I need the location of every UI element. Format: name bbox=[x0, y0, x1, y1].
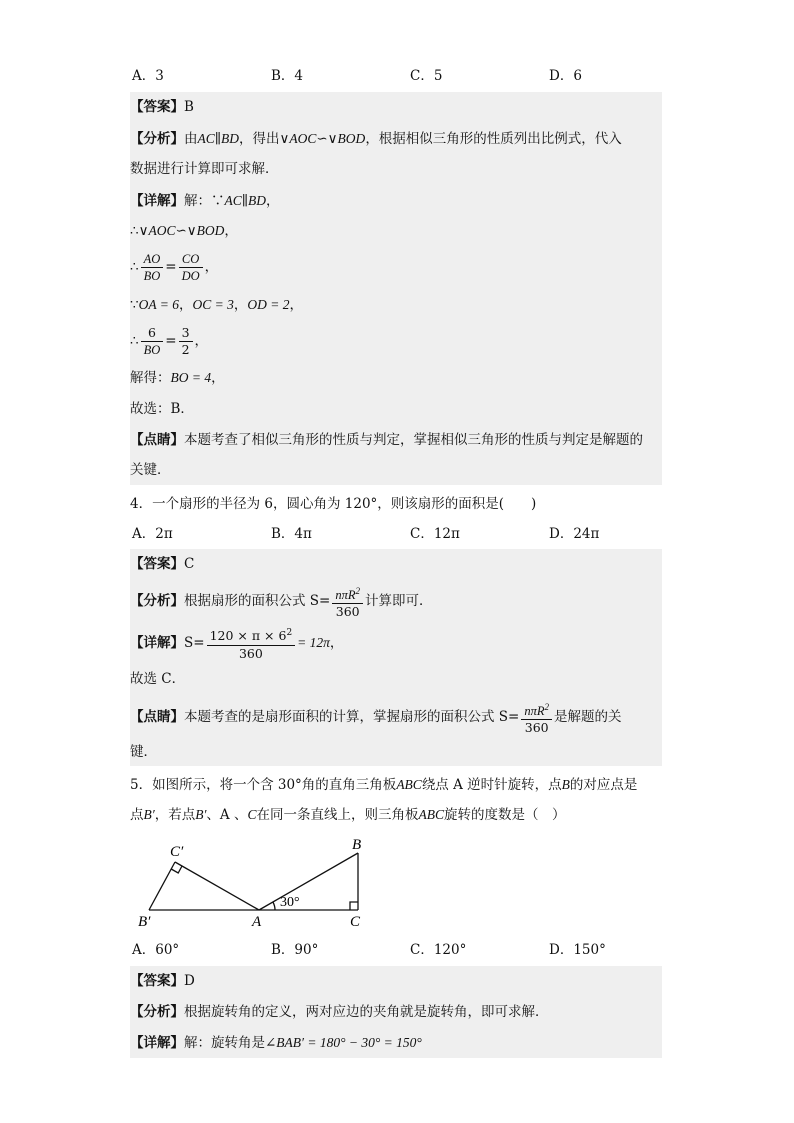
q4-option-c: C．12π bbox=[410, 526, 460, 542]
comment-tag: 【点睛】 bbox=[130, 709, 184, 725]
q3-analysis-line-2: 数据进行计算即可求解． bbox=[130, 161, 279, 177]
detail-tag: 【详解】 bbox=[130, 635, 184, 651]
area-formula-fraction bbox=[332, 583, 363, 620]
q4-detail bbox=[130, 623, 662, 663]
q3-option-a: A．3 bbox=[132, 68, 164, 84]
q4-conclusion: 故选 C． bbox=[130, 671, 186, 687]
q5-stem-line-1 bbox=[130, 770, 662, 800]
text: 旋转的度数是（ ） bbox=[443, 807, 566, 823]
fraction bbox=[179, 251, 203, 284]
answer-tag: 【答案】 bbox=[130, 973, 184, 989]
q3-conclusion: 故选：B． bbox=[130, 401, 194, 417]
q4-answer bbox=[130, 549, 662, 579]
text: ，得出 bbox=[238, 131, 280, 147]
text: ，若点 bbox=[154, 807, 196, 823]
denominator: 360 bbox=[524, 720, 549, 736]
math: BO = 4 bbox=[170, 370, 212, 385]
text: ， bbox=[211, 370, 225, 386]
q3-detail-line-2 bbox=[130, 216, 662, 246]
label-b: B bbox=[352, 837, 362, 853]
math: ∠BAB′ = 180° − 30° = 150° bbox=[265, 1035, 422, 1050]
q4-stem: 4．一个扇形的半径为 6，圆心角为 120°，则该扇形的面积是( ) bbox=[130, 496, 537, 512]
text: 解：∵ bbox=[184, 193, 225, 209]
segment-c-prime-a bbox=[175, 862, 259, 910]
answer-tag: 【答案】 bbox=[130, 99, 184, 115]
q5-analysis bbox=[130, 997, 662, 1027]
label-c: C bbox=[350, 914, 361, 930]
math: ∨AOC∽∨BOD bbox=[279, 131, 366, 146]
detail-tag: 【详解】 bbox=[130, 193, 184, 209]
exponent: 2 bbox=[355, 585, 361, 596]
text: 、A 、 bbox=[206, 807, 248, 823]
denominator: 360 bbox=[238, 645, 263, 661]
text: ∴ bbox=[130, 259, 139, 275]
text: ， bbox=[233, 297, 248, 313]
denominator: BO bbox=[143, 343, 161, 357]
exponent: 2 bbox=[544, 701, 550, 712]
math: B′ bbox=[143, 807, 155, 822]
label-b-prime: B′ bbox=[138, 914, 151, 930]
exponent: 2 bbox=[286, 628, 293, 639]
denominator: BO bbox=[143, 269, 161, 283]
math: B bbox=[561, 777, 570, 792]
q5-option-c: C．120° bbox=[410, 942, 467, 958]
text: ， bbox=[329, 635, 344, 651]
q3-detail-line-1 bbox=[130, 186, 662, 216]
text: 的对应点是 bbox=[569, 777, 638, 793]
q5-options bbox=[132, 936, 662, 964]
denominator: 2 bbox=[181, 342, 190, 357]
text: 计算即可． bbox=[365, 593, 433, 609]
math: B′ bbox=[195, 807, 207, 822]
q4-option-a: A．2π bbox=[132, 526, 173, 542]
q3-detail-line-5 bbox=[130, 321, 662, 361]
q4-option-d: D．24π bbox=[549, 526, 600, 542]
q3-option-d: D．6 bbox=[549, 68, 582, 84]
numerator: CO bbox=[179, 251, 203, 268]
numerator-text: nπR bbox=[335, 588, 356, 603]
analysis-tag: 【分析】 bbox=[130, 593, 184, 609]
math: = 12π bbox=[297, 635, 330, 650]
text: 绕点 A 逆时针旋转，点 bbox=[421, 777, 562, 793]
numerator-text: 120 × π × 6 bbox=[209, 628, 287, 644]
math: ABC bbox=[396, 777, 422, 792]
text: ， bbox=[178, 297, 193, 313]
text: 解：旋转角是 bbox=[184, 1035, 265, 1051]
q5-option-d: D．150° bbox=[549, 942, 606, 958]
text: S= bbox=[184, 635, 205, 651]
q5-stem-line-2 bbox=[130, 800, 662, 830]
q3-analysis-line-1 bbox=[130, 124, 662, 154]
text: ，根据相似三角形的性质列出比例式，代入 bbox=[365, 131, 622, 147]
text: 5．如图所示，将一个含 30°角的直角三角板 bbox=[130, 777, 397, 793]
q4-analysis bbox=[130, 581, 662, 621]
math: AC∥BD bbox=[197, 131, 239, 146]
math: OA = 6 bbox=[138, 297, 179, 312]
text: 根据旋转角的定义，两对应边的夹角就是旋转角，即可求解． bbox=[184, 1004, 549, 1020]
text: ， bbox=[289, 297, 303, 313]
text: 根据扇形的面积公式 S= bbox=[184, 593, 331, 609]
math: C bbox=[247, 807, 257, 822]
denominator: DO bbox=[181, 269, 200, 283]
denominator: 360 bbox=[335, 604, 360, 620]
text: ∵ bbox=[130, 297, 139, 313]
text: 点 bbox=[130, 807, 144, 823]
numerator bbox=[332, 583, 363, 604]
q3-detail-line-6 bbox=[130, 363, 662, 393]
numerator-text: nπR bbox=[524, 704, 545, 719]
q5-detail bbox=[130, 1028, 662, 1058]
q3-options bbox=[132, 62, 662, 90]
analysis-tag: 【分析】 bbox=[130, 1004, 184, 1020]
rotation-triangle-figure bbox=[130, 832, 380, 932]
fraction bbox=[141, 325, 164, 358]
text: 在同一条直线上，则三角板 bbox=[256, 807, 419, 823]
answer-tag: 【答案】 bbox=[130, 556, 184, 572]
q3-option-b: B．4 bbox=[271, 68, 304, 84]
q5-option-a: A．60° bbox=[132, 942, 180, 958]
numerator: 3 bbox=[179, 325, 193, 342]
angle-arc-30 bbox=[273, 902, 275, 910]
text: ， bbox=[224, 223, 238, 239]
q3-comment-line-1 bbox=[130, 425, 662, 455]
numerator bbox=[521, 699, 552, 720]
q3-comment-line-2: 关键． bbox=[130, 462, 171, 478]
text: 本题考查的是扇形面积的计算，掌握扇形的面积公式 S= bbox=[184, 709, 520, 725]
answer-value: B bbox=[184, 99, 194, 115]
answer-value: C bbox=[184, 556, 195, 572]
numerator: AO bbox=[141, 251, 164, 268]
analysis-tag: 【分析】 bbox=[130, 131, 184, 147]
math: OC = 3 bbox=[192, 297, 234, 312]
text: ， bbox=[204, 259, 219, 275]
text: 解得： bbox=[130, 370, 171, 386]
segment-a-b bbox=[259, 853, 358, 910]
answer-value: D bbox=[184, 973, 195, 989]
q3-answer bbox=[130, 92, 662, 122]
fraction bbox=[141, 251, 164, 284]
text: 是解题的关 bbox=[554, 709, 622, 725]
right-angle-mark-c bbox=[350, 902, 358, 910]
q5-answer bbox=[130, 966, 662, 996]
q3-detail-line-3 bbox=[130, 247, 662, 287]
q5-option-b: B．90° bbox=[271, 942, 319, 958]
text: 由 bbox=[184, 131, 198, 147]
math: AC∥BD bbox=[224, 193, 266, 208]
fraction bbox=[179, 325, 193, 358]
math: ∨AOC∽∨BOD bbox=[138, 223, 225, 238]
q4-comment-line-2: 键． bbox=[130, 744, 157, 760]
text: ， bbox=[194, 333, 209, 349]
equals: = bbox=[165, 259, 177, 275]
q4-options bbox=[132, 520, 662, 548]
equals: = bbox=[165, 333, 177, 349]
label-angle-30: 30° bbox=[280, 895, 300, 910]
q3-detail-line-4 bbox=[130, 290, 662, 320]
numerator bbox=[207, 625, 296, 645]
numerator: 6 bbox=[141, 325, 164, 342]
area-formula-fraction bbox=[521, 699, 552, 736]
text: ∴ bbox=[130, 333, 139, 349]
label-c-prime: C′ bbox=[170, 844, 184, 860]
text: ， bbox=[265, 193, 280, 209]
text: 本题考查了相似三角形的性质与判定，掌握相似三角形的性质与判定是解题的 bbox=[184, 432, 643, 448]
area-calc-fraction bbox=[207, 625, 296, 661]
q4-comment-line-1 bbox=[130, 697, 662, 737]
q4-option-b: B．4π bbox=[271, 526, 312, 542]
text: ∴ bbox=[130, 223, 139, 239]
detail-tag: 【详解】 bbox=[130, 1035, 184, 1051]
math: ABC bbox=[418, 807, 444, 822]
q3-option-c: C．5 bbox=[410, 68, 443, 84]
label-a: A bbox=[252, 914, 262, 930]
comment-tag: 【点睛】 bbox=[130, 432, 184, 448]
math: OD = 2 bbox=[247, 297, 290, 312]
